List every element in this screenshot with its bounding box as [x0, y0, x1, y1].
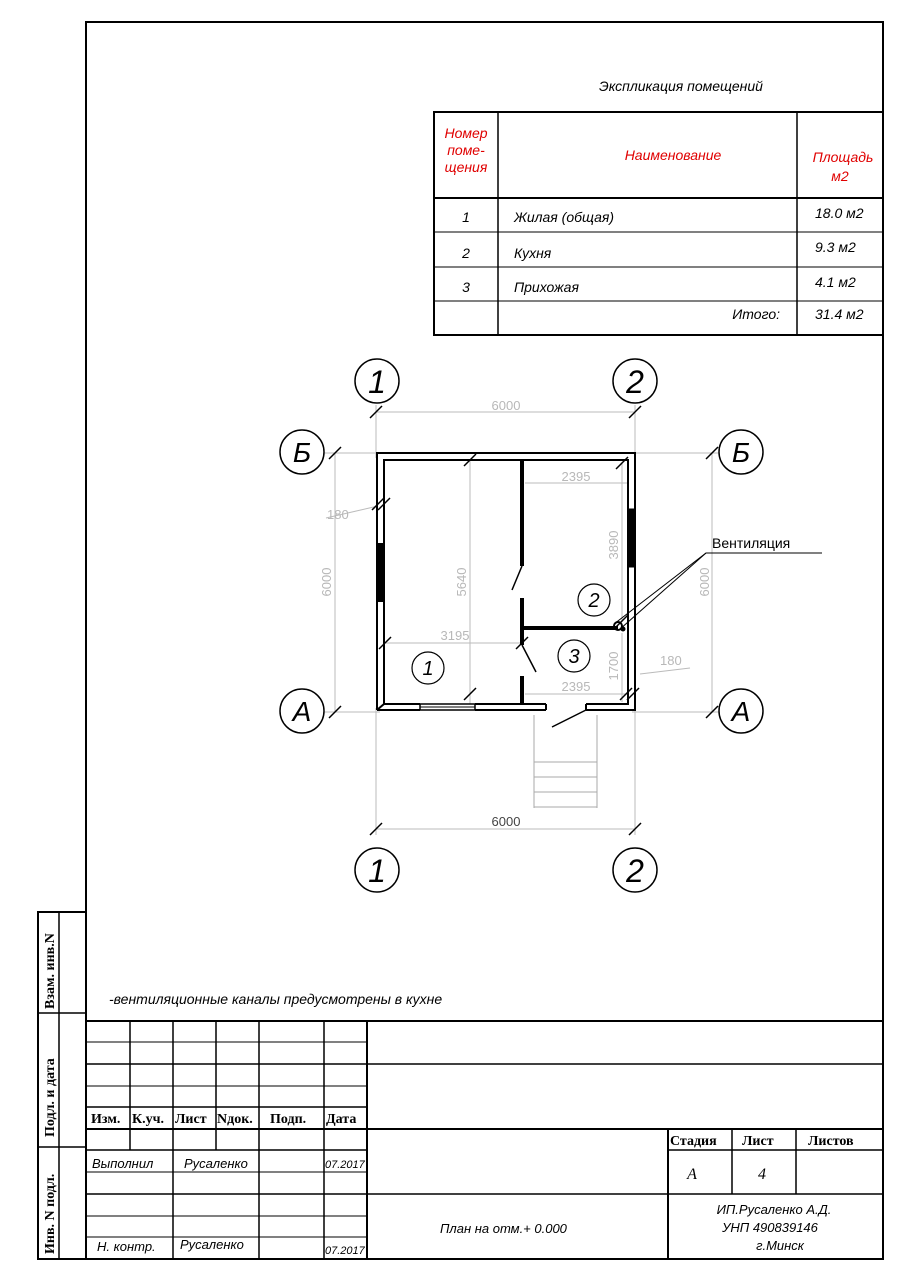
- tb-header-ndok: Nдок.: [217, 1112, 253, 1127]
- dim-kitchen-depth: 3890: [606, 530, 621, 560]
- tb-org-line1: ИП.Русаленко А.Д.: [716, 1202, 832, 1217]
- porch-steps: [534, 715, 597, 808]
- dim-wall-left: 180: [327, 507, 349, 522]
- walls: [377, 453, 635, 710]
- row-1-name: Жилая (общая): [514, 209, 614, 225]
- dim-bottom: 6000: [491, 814, 521, 829]
- row-1-num: 1: [462, 209, 470, 225]
- side-stamp-podl-data: Подл. и дата: [43, 1058, 58, 1137]
- dim-hall-depth: 1700: [606, 651, 621, 681]
- room-3-number: 3: [568, 646, 580, 668]
- axis-a-left: А: [292, 696, 312, 727]
- row-3-area: 4.1 м2: [815, 274, 856, 290]
- row-3-num: 3: [462, 279, 470, 295]
- axis-2-bottom: 2: [626, 853, 644, 889]
- tb-control-name: Русаленко: [180, 1237, 244, 1252]
- axis-a-right: А: [731, 696, 751, 727]
- header-number-line2: поме-: [447, 142, 485, 158]
- row-3-name: Прихожая: [514, 279, 579, 295]
- row-2-name: Кухня: [514, 245, 552, 261]
- dim-right: 6000: [697, 567, 712, 597]
- header-number-line3: щения: [444, 159, 488, 175]
- tb-performed-label: Выполнил: [92, 1156, 154, 1171]
- total-label: Итого:: [732, 306, 780, 322]
- tb-performed-name: Русаленко: [184, 1156, 248, 1171]
- total-value: 31.4 м2: [815, 306, 864, 322]
- dim-top: 6000: [491, 398, 521, 413]
- axis-1-bottom: 1: [368, 853, 386, 889]
- tb-drawing-title: План на отм.+ 0.000: [440, 1221, 567, 1236]
- room-2-number: 2: [588, 590, 600, 612]
- axis-b-left: Б: [292, 437, 312, 468]
- tb-org-line3: г.Минск: [756, 1238, 804, 1253]
- row-2-area: 9.3 м2: [815, 239, 856, 255]
- ventilation-label: Вентиляция: [712, 535, 791, 551]
- row-1-area: 18.0 м2: [815, 205, 864, 221]
- explication-table: [434, 112, 883, 335]
- dim-kitchen-width: 2395: [561, 469, 591, 484]
- axis-b-right: Б: [731, 437, 751, 468]
- tb-control-label: Н. контр.: [97, 1239, 156, 1254]
- vent-leader: [614, 553, 822, 630]
- row-2-num: 2: [462, 245, 470, 261]
- tb-header-data: Дата: [326, 1112, 357, 1127]
- tb-stage-value: А: [687, 1166, 697, 1183]
- header-number-line1: Номер: [444, 125, 488, 141]
- header-area-line1: Площадь: [812, 149, 874, 165]
- header-name: Наименование: [624, 147, 722, 163]
- tb-header-list: Лист: [175, 1112, 207, 1127]
- tb-header-kuch: К.уч.: [132, 1112, 165, 1127]
- room-1-number: 1: [422, 658, 434, 680]
- tb-header-podp: Подп.: [270, 1112, 307, 1127]
- side-stamp-vzam: Взам. инв.N: [43, 933, 58, 1009]
- axis-1-top: 1: [368, 364, 386, 400]
- header-area-line2: м2: [831, 168, 849, 184]
- tb-sheet-label: Лист: [742, 1134, 774, 1149]
- side-stamp-inv-podl: Инв. N подл.: [43, 1173, 58, 1254]
- tb-org-line2: УНП 490839146: [722, 1220, 818, 1235]
- tb-stage-label: Стадия: [670, 1134, 717, 1149]
- dim-left: 6000: [319, 567, 334, 597]
- tb-performed-date: 07.2017: [325, 1159, 365, 1171]
- axis-2-top: 2: [626, 364, 644, 400]
- dim-living-width: 3195: [440, 628, 470, 643]
- tb-sheets-label: Листов: [808, 1134, 854, 1149]
- explication-title: Экспликация помещений: [599, 78, 763, 94]
- dim-wall-right: 180: [660, 653, 682, 668]
- dim-hall-width: 2395: [561, 679, 591, 694]
- dim-living-depth: 5640: [454, 567, 469, 597]
- tb-sheet-value: 4: [758, 1166, 766, 1183]
- tb-header-izm: Изм.: [91, 1112, 121, 1127]
- ventilation-note: -вентиляционные каналы предусмотрены в кухне: [109, 991, 443, 1007]
- tb-control-date: 07.2017: [325, 1245, 365, 1257]
